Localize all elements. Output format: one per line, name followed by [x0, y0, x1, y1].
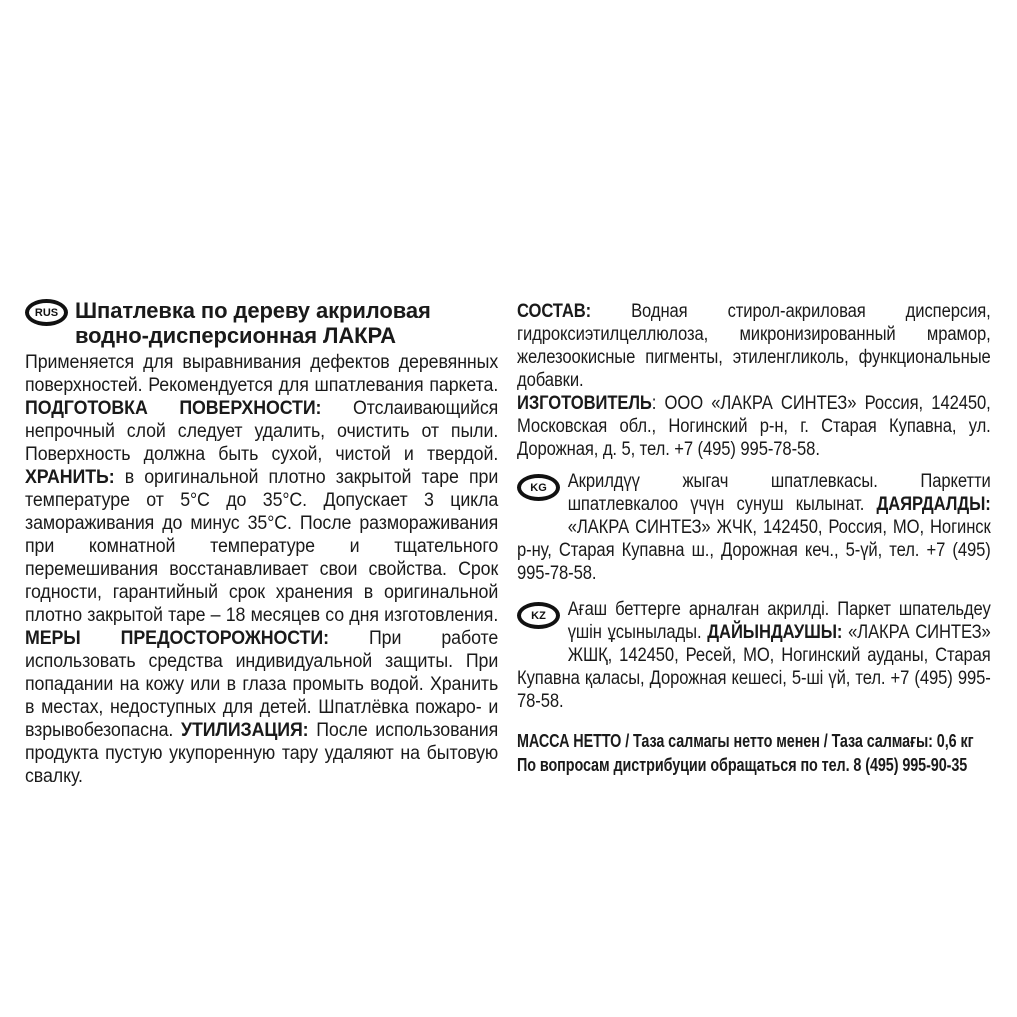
- kz-language-badge-icon: KZ: [517, 602, 560, 629]
- kg-paragraph-text: Акрилдүү жыгач шпатлевкасы. Паркетти шпатлевкалоо үчүн сунуш кылынат. ДАЯРДАЛДЫ: «ЛАКРА СИНТЕЗ» ЖЧК, 142450, Россия, МО, Ногинск р-ну, Старая Купавна ш., Дорожная кеч., 5-үй, тел. +7 (495) 995-78-58.: [517, 471, 991, 584]
- kz-section: [517, 598, 991, 713]
- net-weight-line: МАССА НЕТТО / Таза салмагы нетто менен / Таза салмағы: 0,6 кг: [517, 730, 974, 751]
- kz-paragraph-text: Ағаш беттерге арналған акрилді. Паркет шпательдеу үшін ұсынылады. ДАЙЫНДАУШЫ: «ЛАКРА СИНТЕЗ» ЖШҚ, 142450, Ресей, МО, Ногинский ауданы, Старая Купавна қаласы, Дорожная кешесі, 5-ші үй, тел. +7 (495) 995-78-58.: [517, 599, 991, 712]
- composition-paragraph: СОСТАВ: Водная стирол-акриловая дисперсия, гидроксиэтилцеллюлоза, микронизированный мрамор, железоокисные пигменты, этиленгликоль, функциональные добавки.: [517, 301, 991, 391]
- footer-block: [517, 729, 991, 777]
- rus-description-paragraph: Применяется для выравнивания дефектов деревянных поверхностей. Рекомендуется для шпатлевания паркета. ПОДГОТОВКА ПОВЕРХНОСТИ: Отслаивающийся непрочный слой следует удалить, очистить от пыли. Поверхность должна быть сухой, чистой и твердой. ХРАНИТЬ: в оригинальной плотно закрытой таре при температуре от 5°С до 35°С. Допускает 3 цикла замораживания до минус 35°С. После размораживания при комнатной температуре и тщательного перемешивания восстанавливает свои свойства. Срок годности, гарантийный срок хранения в оригинальной плотно закрытой таре – 18 месяцев со дня изготовления. МЕРЫ ПРЕДОСТОРОЖНОСТИ: При работе использовать средства индивидуальной защиты. При попадании на кожу или в глаза промыть водой. Хранить в местах, недоступных для детей. Шпатлёвка пожаро- и взрывобезопасна. УТИЛИЗАЦИЯ: После использования продукта пустую укупоренную тару удаляют на бытовую свалку.: [25, 352, 499, 787]
- kg-language-badge-icon: KG: [517, 474, 560, 501]
- kg-section: [517, 470, 991, 585]
- kz-badge-spacer: [517, 598, 568, 648]
- manufacturer-paragraph: ИЗГОТОВИТЕЛЬ: ООО «ЛАКРА СИНТЕЗ» Россия, 142450, Московская обл., Ногинский р-н, г. Старая Купавна, ул. Дорожная, д. 5, тел. +7 (495) 995-78-58.: [517, 393, 991, 460]
- kz-paragraph: [517, 598, 991, 713]
- kg-paragraph: [517, 470, 991, 585]
- right-column: [517, 300, 991, 777]
- left-column: [25, 298, 498, 788]
- product-title-line2: водно-дисперсионная ЛАКРА: [75, 323, 396, 348]
- rus-language-badge-icon: RUS: [25, 299, 68, 326]
- product-title: [75, 298, 431, 348]
- composition-manufacturer-block: [517, 300, 991, 461]
- distribution-phone-line: По вопросам дистрибуции обращаться по тел. 8 (495) 995-90-35: [517, 754, 968, 775]
- kg-badge-spacer: [517, 470, 568, 520]
- rus-title-row: [25, 298, 498, 348]
- product-title-line1: Шпатлевка по дереву акриловая: [75, 298, 431, 323]
